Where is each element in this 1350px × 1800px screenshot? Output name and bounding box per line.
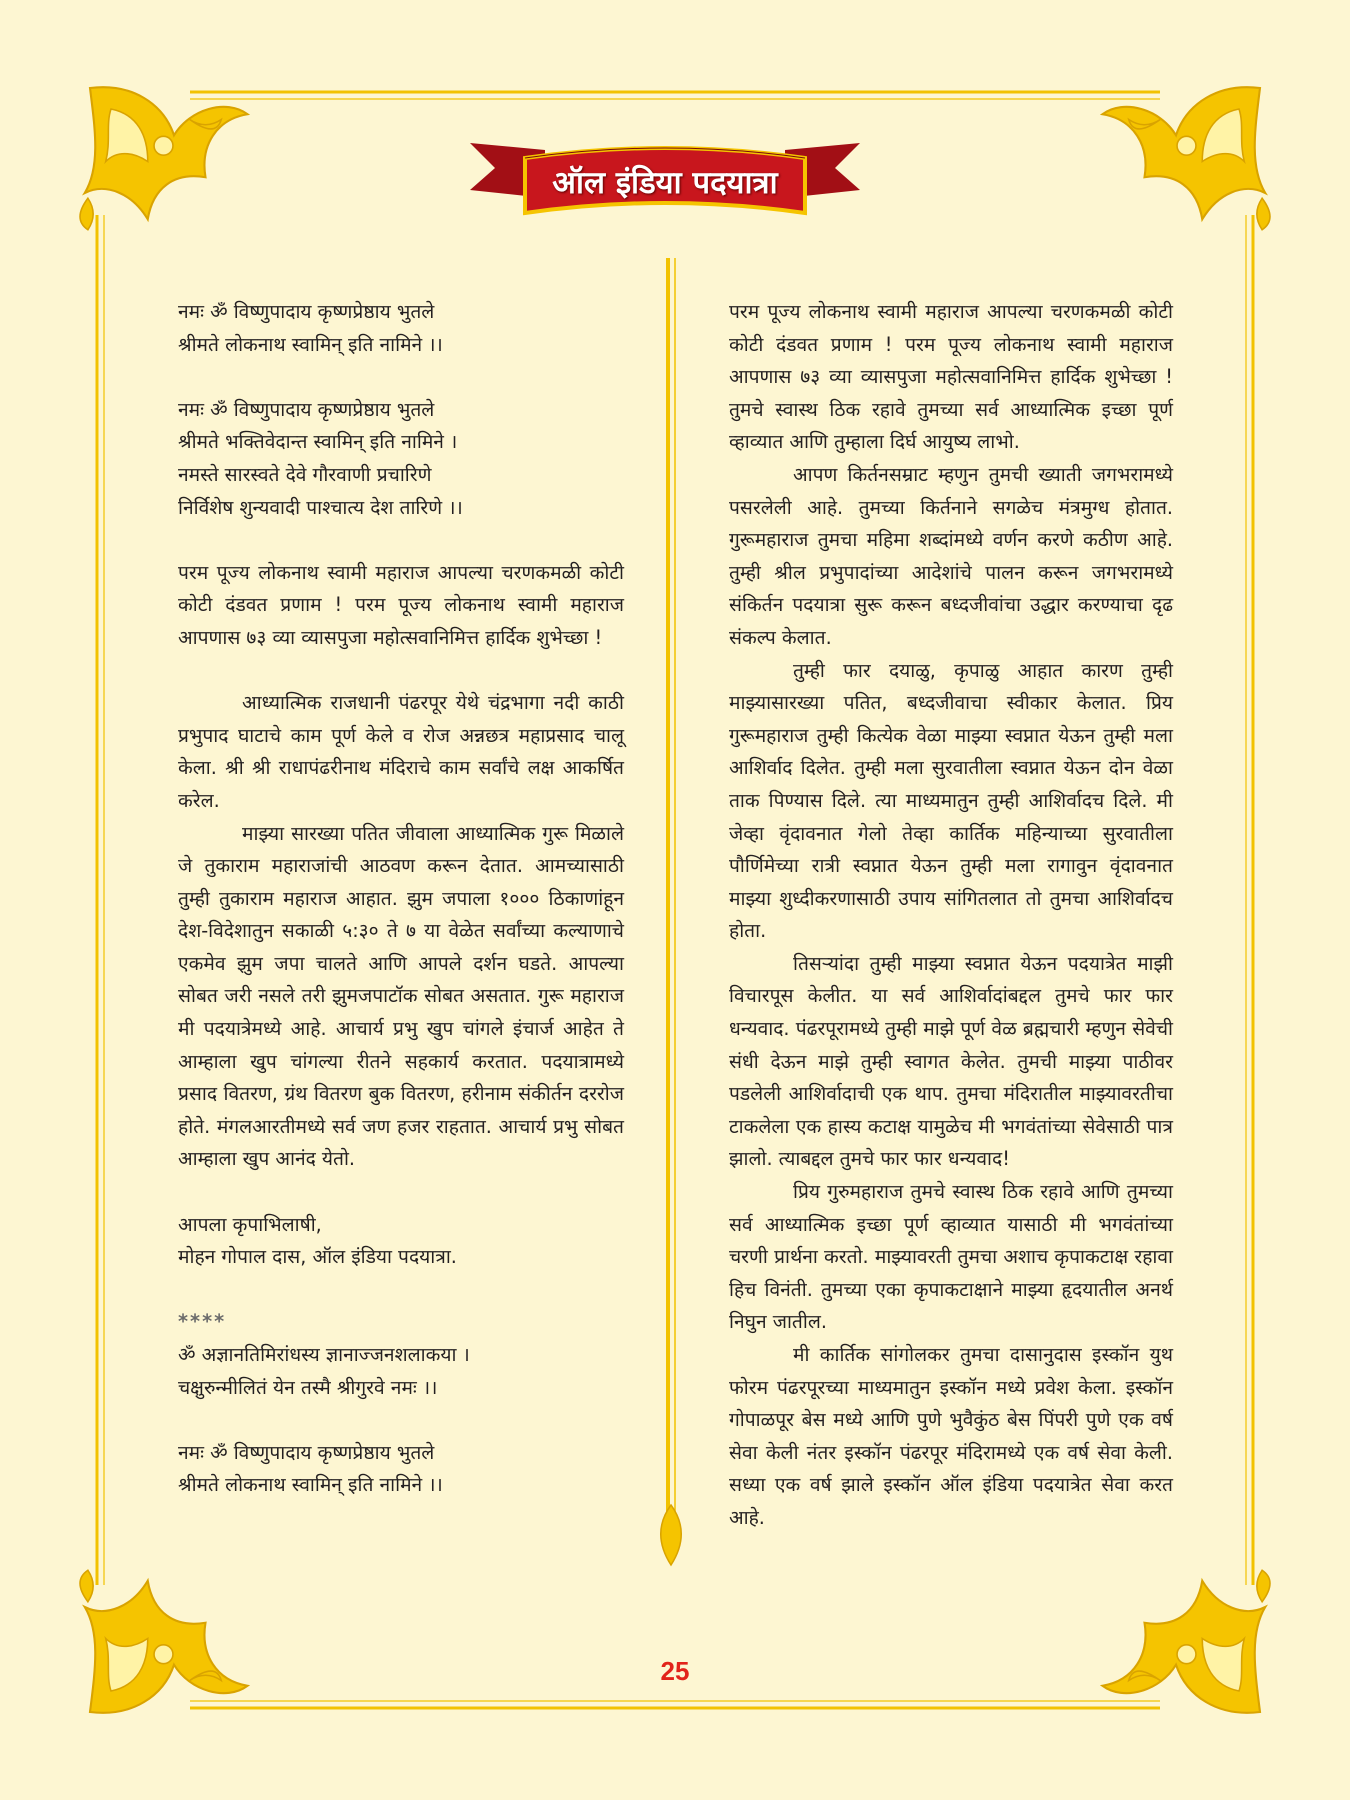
body-paragraph: प्रिय गुरुमहाराज तुमचे स्वास्थ ठिक रहावे आणि तुमच्या सर्व आध्यात्मिक इच्छा पूर्ण व्हाव्यात यासाठी मी भगवंतांच्या चरणी प्रार्थना करतो. माझ्यावरती तुमचा अशाच कृपाकटाक्ष रहावा हिच विनंती. तुमच्या एका कृपाकटाक्षाने माझ्या हृदयातील अनर्थ निघुन जातील. bbox=[729, 1180, 1173, 1334]
signature: मोहन गोपाल दास, ऑल इंडिया पदयात्रा. bbox=[178, 1245, 457, 1269]
body-paragraph: तुम्ही फार दयाळु, कृपाळु आहात कारण तुम्ही माझ्यासारख्या पतित, बध्दजीवाचा स्वीकार केलात. प्रिय गुरूमहाराज तुम्ही कित्येक वेळा माझ्या स्वप्नात येऊन तुम्ही मला आशिर्वाद दिलेत. तुम्ही मला सुरवातीला स्वप्नात येऊन दोन वेळा ताक पिण्यास दिले. त्या माध्यमातुन तुम्ही आशिर्वादच दिले. मी जेव्हा वृंदावनात गेलो तेव्हा कार्तिक महिन्याच्या सुरवातीला पौर्णिमेच्या रात्री स्वप्नात येऊन तुम्ही मला रागावुन वृंदावनात माझ्या शुध्दीकरणासाठी उपाय सांगितलात तो तुमचा आशिर्वादच होता. bbox=[729, 658, 1173, 943]
corner-ornament-top-right bbox=[1103, 87, 1270, 230]
body-paragraph: तिसऱ्यांदा तुम्ही माझ्या स्वप्नात येऊन पदयात्रेत माझी विचारपूस केलीत. या सर्व आशिर्वादांबद्दल तुमचे फार फार धन्यवाद. पंढरपूरामध्ये तुम्ही माझे पूर्ण वेळ ब्रह्मचारी म्हणुन सेवेची संधी देऊन माझे तुम्ही स्वागत केलेत. तुमची माझ्या पाठीवर पडलेली आशिर्वादाची एक थाप. तुमचा मंदिरातील माझ्यावरतीचा टाकलेला एक हास्य कटाक्ष यामुळेच मी भगवंतांच्या सेवेसाठी पात्र झालो. त्याबद्दल तुमचे फार फार धन्यवाद! bbox=[729, 951, 1173, 1171]
page-number: 25 bbox=[660, 1656, 690, 1686]
corner-ornament-bottom-left bbox=[80, 1570, 247, 1713]
verse-line: निर्विशेष शुन्यवादी पाश्चात्य देश तारिणे ।। bbox=[178, 495, 463, 519]
verse-line: ॐ अज्ञानतिमिरांधस्य ज्ञानाज्जनशलाकया । bbox=[178, 1343, 470, 1366]
verse-line: नमः ॐ विष्णुपादाय कृष्णप्रेष्ठाय भुतले bbox=[178, 1440, 435, 1464]
body-paragraph: आध्यात्मिक राजधानी पंढरपूर येथे चंद्रभागा नदी काठी प्रभुपाद घाटाचे काम पूर्ण केले व रोज अन्नछत्र महाप्रसाद चालू केला. श्री श्री राधापंढरीनाथ मंदिराचे काम सर्वांचे लक्ष आकर्षित करेल. bbox=[178, 691, 624, 812]
right-column bbox=[729, 296, 1173, 1535]
verse-line: श्रीमते लोकनाथ स्वामिन् इति नामिने ।। bbox=[178, 332, 443, 356]
greeting-paragraph: परम पूज्य लोकनाथ स्वामी महाराज आपल्या चरणकमळी कोटी कोटी दंडवत प्रणाम ! परम पूज्य लोकनाथ स्वामी महाराज आपणास ७३ व्या व्यासपुजा महोत्सवानिमित्त हार्दिक शुभेच्छा ! तुमचे स्वास्थ ठिक रहावे तुमच्या सर्व आध्यात्मिक इच्छा पूर्ण व्हाव्यात आणि तुम्हाला दिर्घ आयुष्य लाभो. bbox=[729, 300, 1173, 454]
verse-line: श्रीमते भक्तिवेदान्त स्वामिन् इति नामिने । bbox=[178, 430, 458, 454]
corner-ornament-bottom-right bbox=[1103, 1570, 1270, 1713]
signoff: आपला कृपाभिलाषी, bbox=[178, 1212, 322, 1236]
greeting-paragraph: परम पूज्य लोकनाथ स्वामी महाराज आपल्या चरणकमळी कोटी कोटी दंडवत प्रणाम ! परम पूज्य लोकनाथ स्वामी महाराज आपणास ७३ व्या व्यासपुजा महोत्सवानिमित्त हार्दिक शुभेच्छा ! bbox=[178, 560, 624, 649]
section-separator: **** bbox=[178, 1310, 227, 1334]
corner-ornament-top-left bbox=[80, 87, 247, 230]
verse-line: चक्षुरुन्मीलितं येन तस्मै श्रीगुरवे नमः ।। bbox=[178, 1375, 438, 1399]
column-divider bbox=[661, 258, 681, 1565]
body-paragraph: मी कार्तिक सांगोलकर तुमचा दासानुदास इस्कॉन युथ फोरम पंढरपूरच्या माध्यमातुन इस्कॉन मध्ये प्रवेश केला. इस्कॉन गोपाळपूर बेस मध्ये आणि पुणे भुवैकुंठ बेस पिंपरी पुणे एक वर्ष सेवा केली नंतर इस्कॉन पंढरपूर मंदिरामध्ये एक वर्ष सेवा केली. सध्या एक वर्ष झाले इस्कॉन ऑल इंडिया पदयात्रेत सेवा करत आहे. bbox=[729, 1343, 1173, 1529]
body-paragraph: माझ्या सारख्या पतित जीवाला आध्यात्मिक गुरू मिळाले जे तुकाराम महाराजांची आठवण करून देतात. आमच्यासाठी तुम्ही तुकाराम महाराज आहात. झुम जपाला १००० ठिकाणांहून देश-विदेशातुन सकाळी ५:३० ते ७ या वेळेत सर्वांच्या कल्याणाचे एकमेव झुम जपा चालते आणि आपले दर्शन घडते. आपल्या सोबत जरी नसले तरी झुमजपाटॉक सोबत असतात. गुरू महाराज मी पदयात्रेमध्ये आहे. आचार्य प्रभु खुप चांगले इंचार्ज आहेत ते आम्हाला खुप चांगल्या रीतने सहकार्य करतात. पदयात्रामध्ये प्रसाद वितरण, ग्रंथ वितरण बुक वितरण, हरीनाम संकीर्तन दररोज होते. मंगलआरतीमध्ये सर्व जण हजर राहतात. आचार्य प्रभु सोबत आम्हाला खुप आनंद येतो. bbox=[178, 821, 624, 1171]
body-paragraph: आपण किर्तनसम्राट म्हणुन तुमची ख्याती जगभरामध्ये पसरलेली आहे. तुमच्या किर्तनाने सगळेच मंत्रमुग्ध होतात. गुरूमहाराज तुमचा महिमा शब्दांमध्ये वर्णन करणे कठीण आहे. तुम्ही श्रील प्रभुपादांच्या आदेशांचे पालन करून जगभरामध्ये संकिर्तन पदयात्रा सुरू करून बध्दजीवांचा उद्धार करण्याचा दृढ संकल्प केलात. bbox=[729, 462, 1173, 649]
title-banner bbox=[465, 128, 865, 238]
left-column bbox=[178, 296, 624, 1502]
verse-line: नमः ॐ विष्णुपादाय कृष्णप्रेष्ठाय भुतले bbox=[178, 397, 435, 421]
page-title: ऑल इंडिया पदयात्रा bbox=[552, 165, 778, 201]
verse-line: नमः ॐ विष्णुपादाय कृष्णप्रेष्ठाय भुतले bbox=[178, 300, 435, 323]
verse-line: श्रीमते लोकनाथ स्वामिन् इति नामिने ।। bbox=[178, 1473, 443, 1497]
verse-line: नमस्ते सारस्वते देवे गौरवाणी प्रचारिणे bbox=[178, 462, 432, 486]
